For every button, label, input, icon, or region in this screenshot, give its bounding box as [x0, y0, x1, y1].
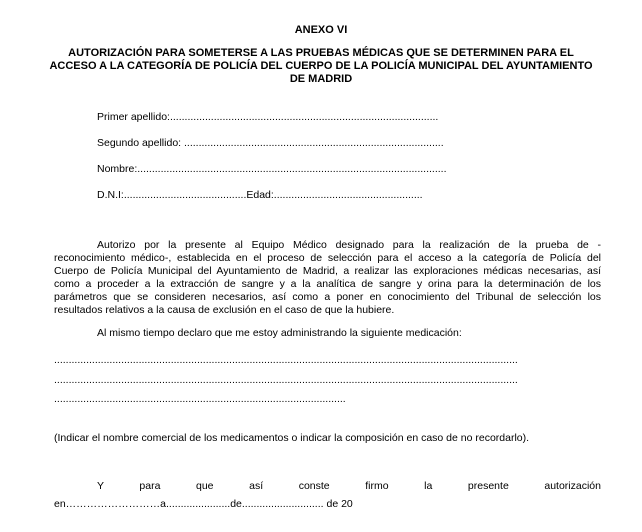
title-line-3: DE MADRID [289, 73, 353, 85]
authorization-line-1: Autorizo por la presente al Equipo Médico designado para la realización de la prueba de - [97, 239, 601, 251]
medication-line-3[interactable]: .................................................................................................... [54, 393, 346, 405]
authorization-line-5: parámetros que se consideren necesarios, así como a poner en conocimiento del Tribunal de selección los [54, 291, 601, 303]
closing-line-2[interactable]: en………………………a......................de............................ de 20 [54, 498, 353, 510]
authorization-line-2: reconocimiento médico-, establecida en el proceso de selección para el acceso a la categoría de Policía del [54, 252, 601, 264]
title-line-2: ACCESO A LA CATEGORÍA DE POLICÍA DEL CUERPO DE LA POLICÍA MUNICIPAL DEL AYUNTAMIENTO [49, 60, 593, 72]
primer-apellido-field[interactable]: Primer apellido:............................................................................................ [97, 111, 439, 123]
authorization-line-4: como a proceder a la extracción de sangre y a la analítica de sangre y orina para la determinación de los [54, 278, 601, 290]
segundo-apellido-field[interactable]: Segundo apellido: ......................................................................................... [97, 137, 444, 149]
medication-statement: Al mismo tiempo declaro que me estoy administrando la siguiente medicación: [97, 327, 462, 339]
nombre-field[interactable]: Nombre:.......................................................................................................... [97, 163, 447, 175]
authorization-line-6: resultados relativos a la causa de exclusión en el caso de que la hubiere. [54, 304, 395, 316]
medication-note: (Indicar el nombre comercial de los medicamentos o indicar la composición en caso de no recordarlo). [54, 432, 530, 444]
medication-line-2[interactable]: ............................................................................................................................................................... [54, 374, 518, 386]
title-line-1: AUTORIZACIÓN PARA SOMETERSE A LAS PRUEBAS MÉDICAS QUE SE DETERMINEN PARA EL [68, 47, 574, 59]
closing-line-1: Y para que así conste firmo la presente autorización [97, 480, 601, 492]
medication-line-1[interactable]: ............................................................................................................................................................... [54, 354, 518, 366]
annex-heading: ANEXO VI [294, 24, 348, 36]
dni-edad-field[interactable]: D.N.I:..........................................Edad:................................................... [97, 189, 423, 201]
authorization-line-3: Cuerpo de Policía Municipal del Ayuntamiento de Madrid, a realizar las exploraciones médicas necesarias, así [54, 265, 601, 277]
